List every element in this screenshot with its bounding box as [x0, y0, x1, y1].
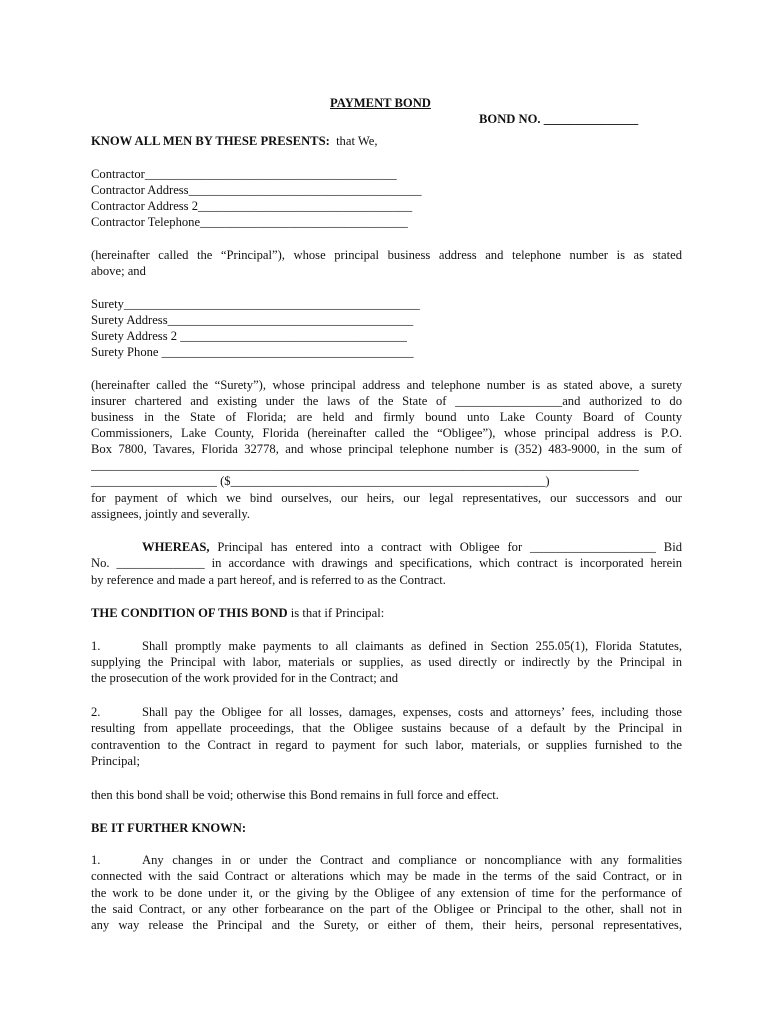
contractor-address2-field: Contractor Address 2__________________________________	[91, 199, 413, 213]
intro-lead: KNOW ALL MEN BY THESE PRESENTS:	[91, 134, 330, 148]
contractor-telephone-field: Contractor Telephone_________________________________	[91, 215, 408, 229]
surety-para-line: insurer chartered and existing under the laws of the State of _________________and authorized to do	[91, 394, 682, 408]
contractor-field: Contractor________________________________________	[91, 167, 397, 181]
surety-para-line: for payment of which we bind ourselves, our heirs, our legal representatives, our successors and our	[91, 491, 682, 505]
surety-phone-field: Surety Phone ________________________________________	[91, 345, 414, 359]
further1-line: any way release the Principal and the Surety, or either of them, their heirs, personal representatives,	[91, 918, 682, 932]
clause2-line: Principal;	[91, 754, 140, 768]
further1-line: the work to be done under it, or the giving by the Obligee of any extension of time for the performance of	[91, 886, 682, 900]
principal-para-line: (hereinafter called the “Principal”), whose principal business address and telephone number is as stated	[91, 248, 682, 262]
whereas-line: WHEREAS, Principal has entered into a contract with Obligee for ____________________ Bid	[142, 540, 682, 554]
clause1-line: the prosecution of the work provided for in the Contract; and	[91, 671, 399, 685]
contractor-address-field: Contractor Address_____________________________________	[91, 183, 422, 197]
clause2-line: Shall pay the Obligee for all losses, damages, expenses, costs and attorneys’ fees, including those	[142, 705, 682, 719]
bond-number: BOND NO. _______________	[479, 112, 639, 126]
further1-line: the said Contract, or any other forbearance on the part of the Obligee or Principal to the other, shall not in	[91, 902, 682, 916]
sum-blank-line: _______________________________________________________________________________________	[91, 458, 639, 472]
condition-lead: THE CONDITION OF THIS BOND	[91, 606, 288, 620]
surety-para-line: (hereinafter called the “Surety”), whose principal address and telephone number is as stated above, a surety	[91, 378, 682, 392]
further1-line: connected with the said Contract or alterations which may be made in the terms of the said Contract, or in	[91, 869, 682, 883]
whereas-line: by reference and made a part hereof, and is referred to as the Contract.	[91, 573, 446, 587]
surety-para-line: assignees, jointly and severally.	[91, 507, 251, 521]
surety-para-line: Box 7800, Tavares, Florida 32778, and whose principal telephone number is (352) 483-9000, in the sum of	[91, 442, 682, 456]
document-title: PAYMENT BOND	[330, 96, 431, 110]
intro-rest: that We,	[329, 134, 378, 148]
whereas-line: No. ______________ in accordance with drawings and specifications, which contract is incorporated herein	[91, 556, 682, 570]
surety-para-line: business in the State of Florida; are held and firmly bound unto Lake County Board of County	[91, 410, 682, 424]
condition-heading: THE CONDITION OF THIS BOND is that if Principal:	[91, 606, 385, 620]
further1-line: Any changes in or under the Contract and compliance or noncompliance with any formalities	[142, 853, 682, 867]
surety-para-line: Commissioners, Lake County, Florida (hereinafter called the “Obligee”), whose principal address is P.O.	[91, 426, 682, 440]
surety-field: Surety_______________________________________________	[91, 297, 420, 311]
principal-para-line: above; and	[91, 264, 146, 278]
whereas-lead: WHEREAS,	[142, 540, 210, 554]
clause1-number: 1.	[91, 639, 101, 653]
surety-address-field: Surety Address_______________________________________	[91, 313, 414, 327]
surety-address2-field: Surety Address 2 ____________________________________	[91, 329, 407, 343]
clause2-line: resulting from appellate proceedings, that the Obligee sustains because of a default by the Principal in	[91, 721, 682, 735]
clause2-line: contravention to the Contract in regard to payment for such labor, materials, or supplies furnished to the	[91, 738, 682, 752]
clause1-line: Shall promptly make payments to all claimants as defined in Section 255.05(1), Florida Statutes,	[142, 639, 682, 653]
further1-number: 1.	[91, 853, 101, 867]
intro-line	[91, 133, 377, 149]
further-heading: BE IT FURTHER KNOWN:	[91, 821, 247, 835]
clause1-line: supplying the Principal with labor, materials or supplies, as used directly or indirectly by the Principal in	[91, 655, 682, 669]
sum-amount-line: ____________________ ($__________________________________________________)	[91, 474, 550, 488]
void-statement: then this bond shall be void; otherwise this Bond remains in full force and effect.	[91, 788, 499, 802]
clause2-number: 2.	[91, 705, 101, 719]
